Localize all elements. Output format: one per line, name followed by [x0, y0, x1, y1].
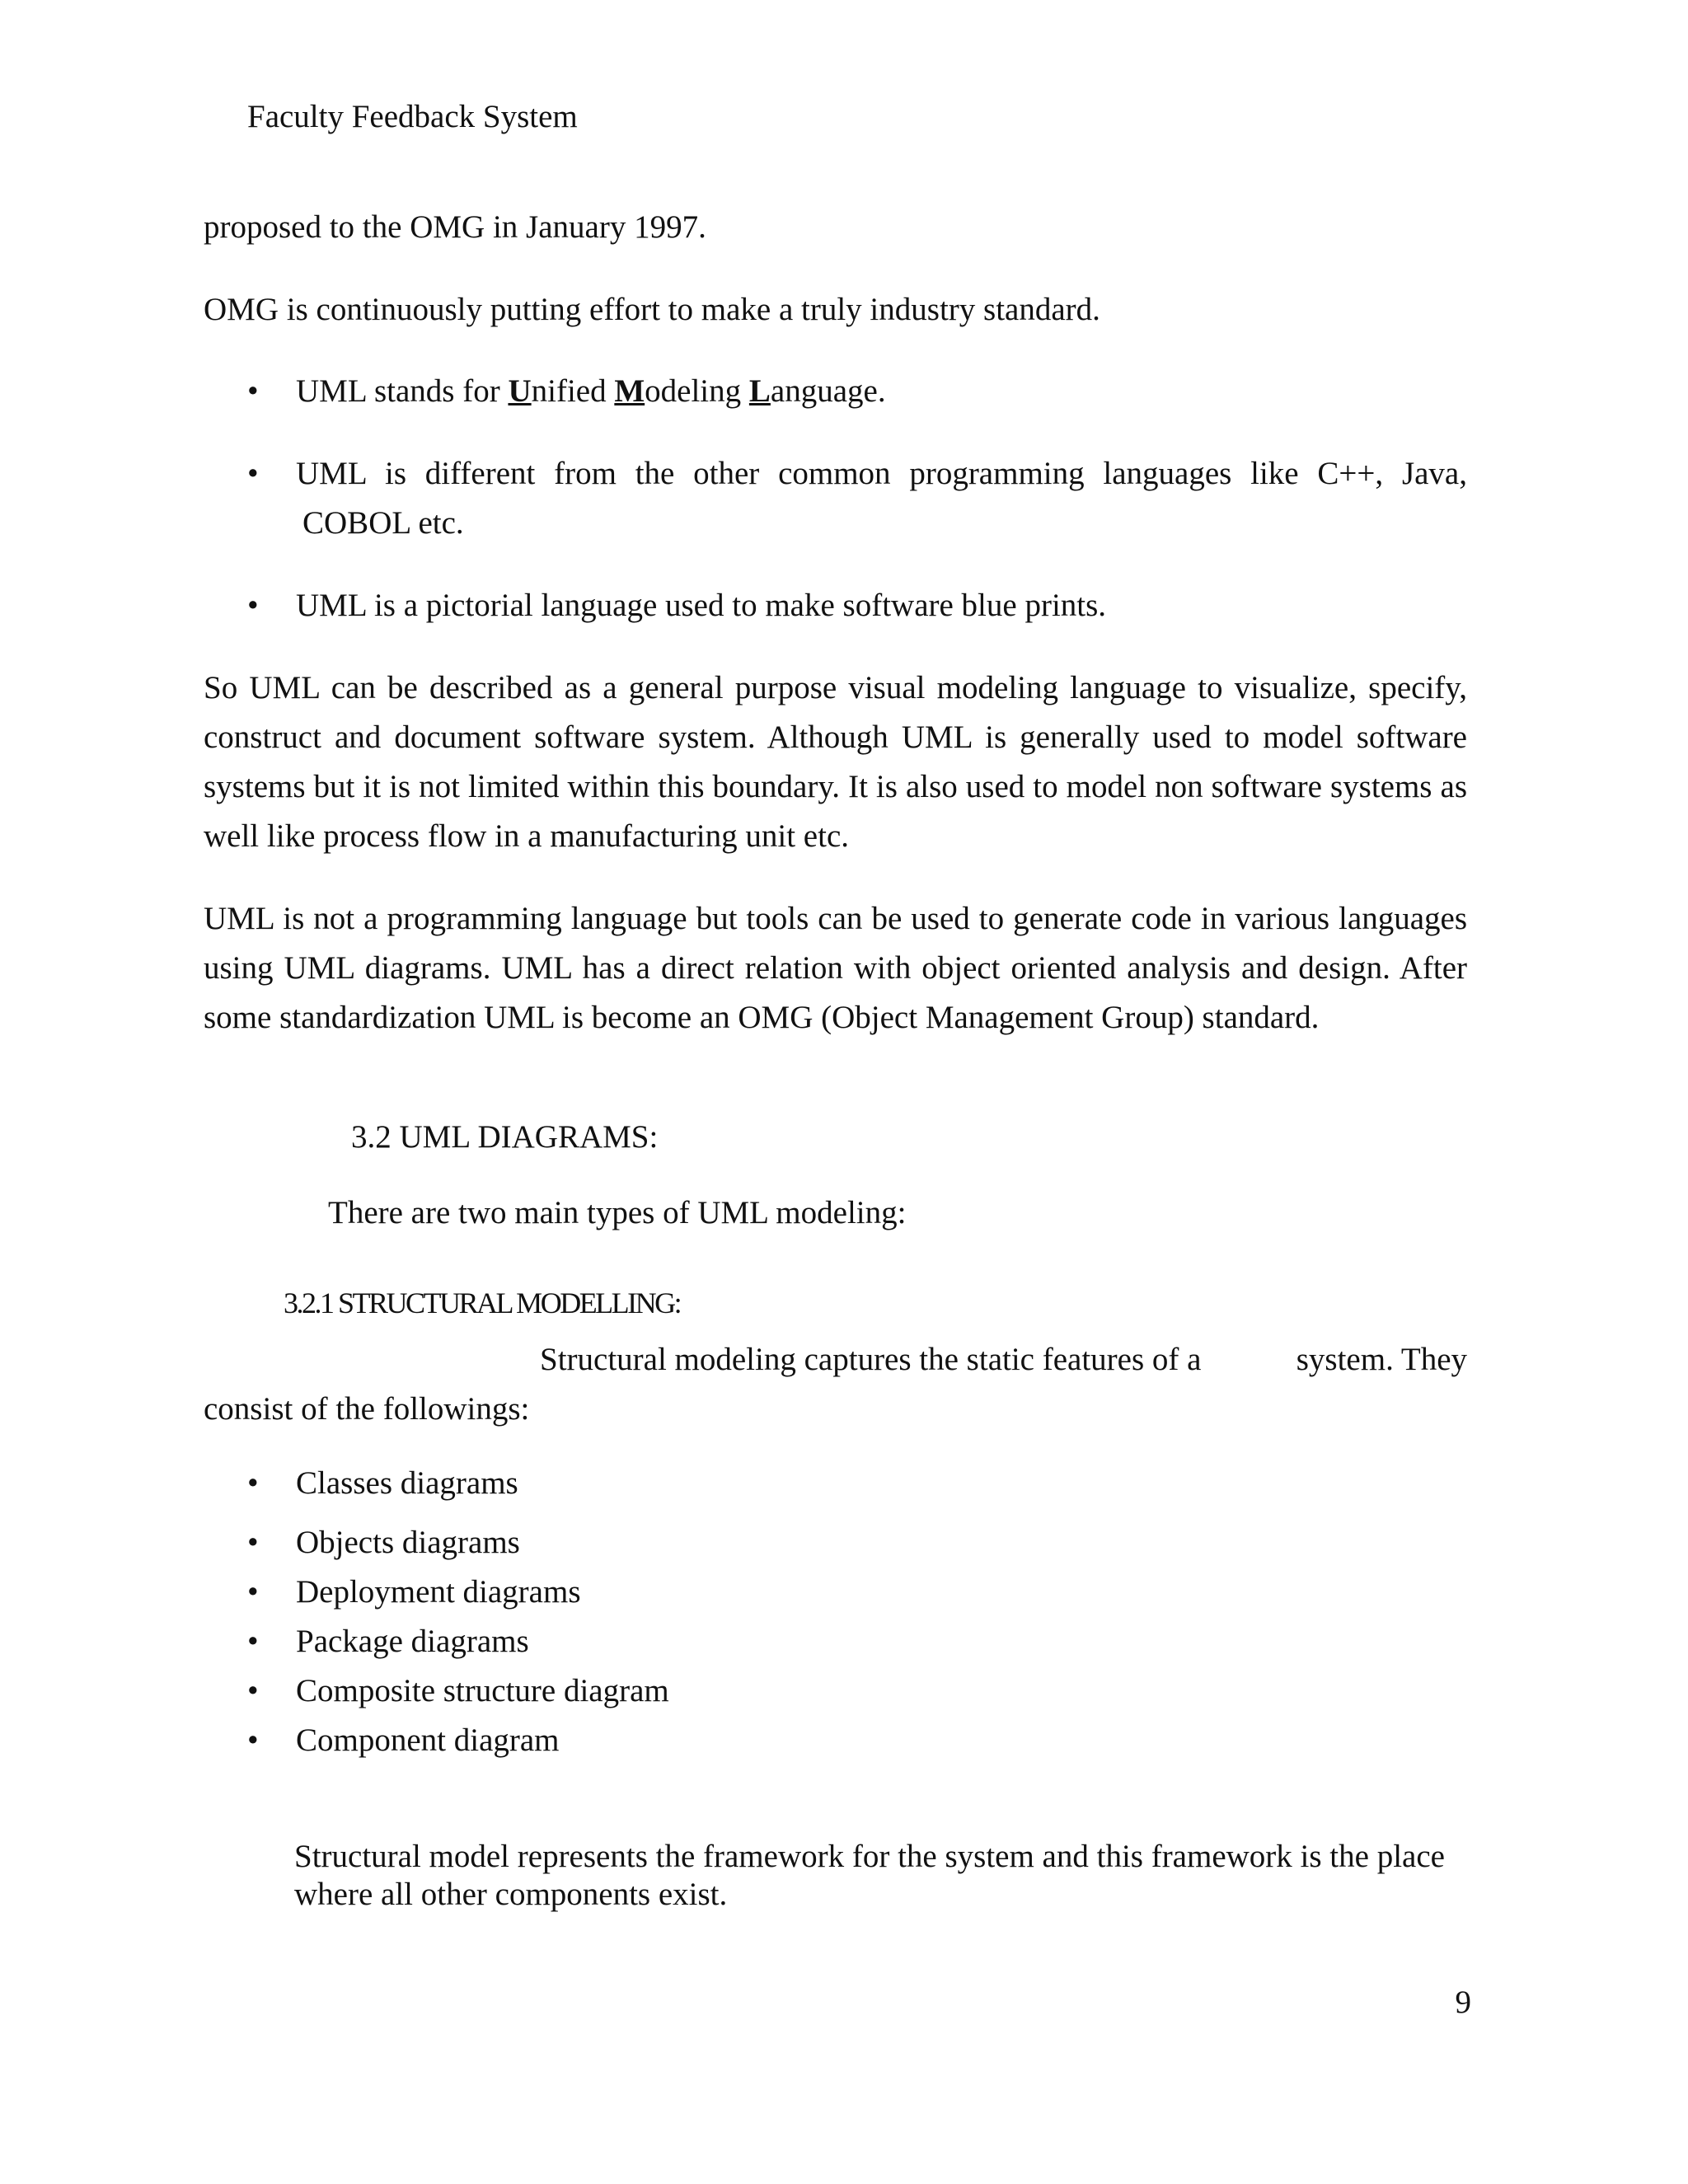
paragraph-uml-not-programming: UML is not a programming language but tools can be used to generate code in various languages using UML diagrams. UML has a direct relation with object oriented analysis and design. After some standardization UML is become an OMG (Object Management Group) standard. — [204, 901, 1467, 1035]
structural-text-part1: Structural modeling captures the static features of a — [540, 1342, 1202, 1377]
acronym-letter-u: U — [508, 373, 532, 409]
bullet-text: • UML is different from the other common programming languages like C++, Java, — [296, 456, 1467, 491]
intro-line-1: proposed to the OMG in January 1997. — [204, 209, 706, 245]
bullet-text: UML is a pictorial language used to make software blue prints. — [296, 588, 1107, 623]
intro-line-2: OMG is continuously putting effort to make a truly industry standard. — [204, 292, 1100, 327]
structural-first-line — [204, 1335, 1467, 1385]
uml-bullet-list-3 — [247, 581, 1467, 630]
uml-bullet-list-2 — [247, 449, 1467, 548]
section-heading: 3.2 UML DIAGRAMS: — [351, 1119, 659, 1155]
structural-modeling-paragraph — [204, 1335, 1467, 1434]
list-item — [247, 367, 1467, 416]
structural-second-line: consist of the followings: — [204, 1391, 530, 1427]
list-item: • Composite structure diagram — [247, 1666, 1467, 1716]
acronym-letter-m: M — [614, 373, 645, 409]
bullet-text: odeling — [645, 373, 749, 409]
bullet-text: UML stands for — [296, 373, 509, 409]
list-item — [247, 449, 1467, 548]
page-number: 9 — [1455, 1985, 1471, 2020]
acronym-letter-l: L — [748, 373, 771, 409]
list-item: • Classes diagrams — [247, 1459, 1467, 1508]
structural-diagram-list — [247, 1459, 1467, 1765]
closing-paragraph: Structural model represents the framework for the system and this framework is the place where all other components exist. — [294, 1839, 1445, 1912]
running-header: Faculty Feedback System — [247, 99, 578, 134]
list-item: • Deployment diagrams — [247, 1568, 1467, 1617]
bullet-text: nified — [531, 373, 615, 409]
paragraph-uml-description: So UML can be described as a general purpose visual modeling language to visualize, specify, construct and document software system. Although UML is generally used to model software systems but it is not limited within this boundary. It is also used to model non software systems as well like process flow in a manufacturing unit etc. — [204, 670, 1467, 854]
bullet-text-continued: COBOL etc. — [302, 505, 464, 541]
list-item: • Component diagram — [247, 1716, 1467, 1765]
structural-text-part2-start: system. They — [1296, 1342, 1467, 1377]
list-item: • Package diagrams — [247, 1617, 1467, 1666]
bullet-text: anguage. — [770, 373, 886, 409]
list-item — [247, 581, 1467, 630]
list-item: • Objects diagrams — [247, 1518, 1467, 1568]
uml-bullet-list — [247, 367, 1467, 416]
section-intro: There are two main types of UML modeling: — [328, 1195, 907, 1230]
subsection-heading: 3.2.1 STRUCTURAL MODELLING: — [284, 1286, 681, 1319]
